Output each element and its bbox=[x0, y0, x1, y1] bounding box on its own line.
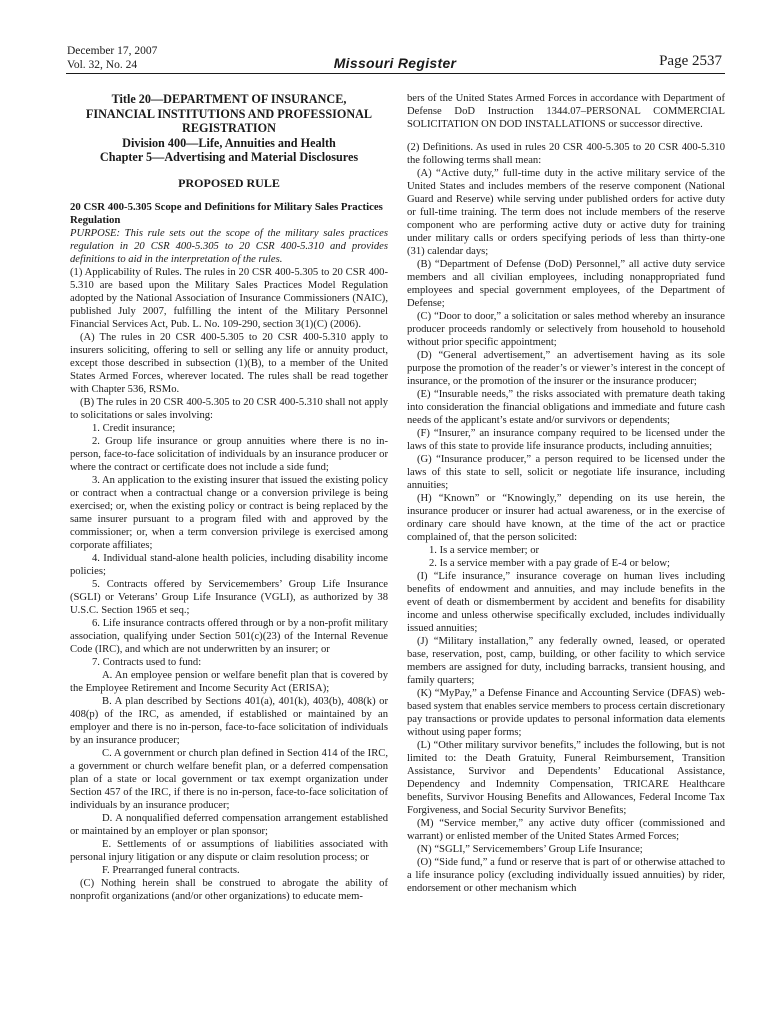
proposed-rule-label: PROPOSED RULE bbox=[178, 175, 280, 190]
right-column bbox=[407, 92, 725, 895]
paragraph: (1) Applicability of Rules. The rules in 20 CSR 400-5.305 to 20 CSR 400-5.310 are based upon the Military Sales Practices Model Regulation adopted by the National Association of Insurance Commissioners (NAIC), published July 2007, fulfilling the intent of the Military Personnel Financial Services Act, Pub. L. No. 109-290, section 3(1)(C) (2006). bbox=[70, 266, 388, 330]
definition: (M) “Service member,” any active duty officer (commissioned and warrant) or enlisted member of the United States Armed Forces; bbox=[407, 818, 725, 842]
definition: (L) “Other military survivor benefits,” includes the following, but is not limited to: the Death Gratuity, Funeral Reimbursement, Transition Assistance, Survivor and Dependents’ Educational Assistance, Dependency and Indemnity Compensation, TRICARE Healthcare benefits, Survivor Housing Benefits and Allowances, Federal Income Tax Forgiveness, and Social Security Survivor Benefits; bbox=[407, 740, 725, 816]
subsection: (B) The rules in 20 CSR 400-5.305 to 20 CSR 400-5.310 shall not apply to solicitations or sales involving: bbox=[70, 396, 388, 421]
definition: (H) “Known” or “Knowingly,” depending on its use herein, the insurance producer or insurer had actual awareness, or in the exercise of ordinary care should have known, at the time of the act or practice complained of, that the person solicited: bbox=[407, 493, 725, 543]
list-item: 3. An application to the existing insurer that issued the existing policy or contract when a contractual change or a conversion privilege is being exercised; or, when the existing policy or contract is being replaced by the same insurer pursuant to a program filed with and approved by the commissioner; or, when a term conversion privilege is exercised among corporate affiliates; bbox=[70, 474, 388, 551]
subsection: (A) The rules in 20 CSR 400-5.305 to 20 CSR 400-5.310 apply to insurers soliciting, offering to sell or selling any life or annuity product, except those described in subsection (1)(B), to a member of the United States Armed Forces, wherever located. The rules shall be read together with Chapter 536, RSMo. bbox=[70, 331, 388, 395]
title-block bbox=[70, 92, 388, 165]
definition: (C) “Door to door,” a solicitation or sales method whereby an insurance producer proceeds randomly or selectively from household to household without prior specific appointment; bbox=[407, 311, 725, 348]
purpose-statement: PURPOSE: This rule sets out the scope of the military sales practices regulation in 20 CSR 400-5.305 to 20 CSR 400-5.310 and provides definitions to aid in the interpretation of the rules. bbox=[70, 227, 388, 265]
title-line: REGISTRATION bbox=[182, 121, 276, 135]
definition: (B) “Department of Defense (DoD) Personnel,” all active duty service members and all civilian employees, including nonappropriated fund employees and special government employees, of the Department of Defense; bbox=[407, 259, 725, 309]
paragraph: (2) Definitions. As used in rules 20 CSR 400-5.305 to 20 CSR 400-5.310 the following terms shall mean: bbox=[407, 142, 725, 166]
definition: (O) “Side fund,” a fund or reserve that is part of or otherwise attached to a life insurance policy (excluding individually issued annuities) by rider, endorsement or other mechanism which bbox=[407, 857, 725, 894]
definition: (N) “SGLI,” Servicemembers’ Group Life Insurance; bbox=[417, 844, 643, 855]
list-item: 6. Life insurance contracts offered through or by a non-profit military association, qualifying under Section 501(c)(23) of the Internal Revenue Code (IRC), and which are not underwritten by an insurer; or bbox=[70, 617, 388, 655]
list-item: 1. Credit insurance; bbox=[92, 422, 176, 434]
definition: (F) “Insurer,” an insurance company required to be licensed under the laws of this state to provide life insurance products, including annuities; bbox=[407, 428, 725, 452]
definition: (D) “General advertisement,” an advertisement having as its sole purpose the promotion of the reader’s or viewer’s interest in the concept of insurance, or the promotion of the insurer or the insurance producer; bbox=[407, 350, 725, 387]
left-column bbox=[70, 92, 388, 903]
paragraph: bers of the United States Armed Forces in accordance with Department of Defense DoD Instruction 1344.07–PERSONAL COMMERCIAL SOLICITATION ON DOD INSTALLATIONS or successor directive. bbox=[407, 93, 725, 130]
definition: (J) “Military installation,” any federally owned, leased, or operated base, reservation, post, camp, building, or other facility to which service members are assigned for duty, including barracks, transient housing, and family quarters; bbox=[407, 636, 725, 686]
list-subitem: E. Settlements of or assumptions of liabilities associated with personal injury litigation or any dispute or claim resolution process; or bbox=[70, 838, 388, 863]
list-item: 4. Individual stand-alone health policies, including disability income policies; bbox=[70, 552, 388, 577]
definition: (E) “Insurable needs,” the risks associated with premature death taking into consideration the financial obligations and immediate and future cash needs of the applicant’s estate and/or survivors or dependents; bbox=[407, 389, 725, 426]
list-item: 7. Contracts used to fund: bbox=[92, 656, 202, 668]
list-subitem: C. A government or church plan defined in Section 414 of the IRC, a government or church welfare benefit plan, or a deferred compensation plan of a state or local government or tax exempt organization under Section 457 of the IRC, if there is no in-person, face-to-face solicitation of individuals by an insurance producer; bbox=[70, 747, 388, 811]
issue-date: December 17, 2007 bbox=[67, 45, 158, 57]
title-line: Title 20—DEPARTMENT OF INSURANCE, bbox=[111, 92, 347, 106]
publication-title: Missouri Register bbox=[333, 55, 457, 71]
definition: (A) “Active duty,” full-time duty in the active military service of the United States and includes members of the reserve component (National Guard and Reserve) while serving under published orders for active duty or full-time training. The term does not include members of the reserve component who are performing active duty or active duty for training under military calls or orders specifying periods of less than thirty-one (31) calendar days; bbox=[407, 168, 725, 257]
list-item: 5. Contracts offered by Servicemembers’ Group Life Insurance (SGLI) or Veterans’ Group Life Insurance (VGLI), as authorized by 38 U.S.C. Section 1965 et seq.; bbox=[70, 578, 388, 616]
subsection: (C) Nothing herein shall be construed to abrogate the ability of nonprofit organizations (and/or other organizations) to educate mem- bbox=[70, 877, 388, 902]
list-item: 2. Group life insurance or group annuities where there is no in-person, face-to-face solicitation of individuals by an insurance producer or where the contract or certificate does not include a side fund; bbox=[70, 435, 388, 473]
title-line: FINANCIAL INSTITUTIONS AND PROFESSIONAL bbox=[85, 106, 373, 121]
division-line: Division 400—Life, Annuities and Health bbox=[122, 135, 336, 150]
list-subitem: F. Prearranged funeral contracts. bbox=[102, 864, 240, 876]
page-number: Page 2537 bbox=[659, 53, 722, 69]
definition: (G) “Insurance producer,” a person required to be licensed under the laws of this state to sell, solicit or negotiate life insurance, including annuities; bbox=[407, 454, 725, 491]
rule-heading: 20 CSR 400-5.305 Scope and Definitions for Military Sales Practices Regulation bbox=[70, 200, 383, 226]
list-subitem: B. A plan described by Sections 401(a), 401(k), 403(b), 408(k) or 408(p) of the IRC, as amended, if established or maintained by an employer and there is no in-person, face-to-face solicitation of individuals by an insurance producer; bbox=[70, 695, 388, 746]
volume-number: Vol. 32, No. 24 bbox=[67, 59, 138, 71]
list-item: 1. Is a service member; or bbox=[429, 545, 540, 556]
definition: (I) “Life insurance,” insurance coverage on human lives including benefits of endowment and annuities, and may include benefits in the event of death or dismemberment by accident and benefits for disability income and unless otherwise specifically excluded, includes individually issued annuities; bbox=[407, 571, 725, 634]
definition: (K) “MyPay,” a Defense Finance and Accounting Service (DFAS) web-based system that enables service members to process certain discretionary pay transactions or provide updates to personal information data elements without using paper forms; bbox=[407, 688, 725, 738]
list-subitem: D. A nonqualified deferred compensation arrangement established or maintained by an employer or plan sponsor; bbox=[70, 812, 388, 837]
list-subitem: A. An employee pension or welfare benefit plan that is covered by the Employee Retirement and Income Security Act (ERISA); bbox=[70, 669, 388, 694]
list-item: 2. Is a service member with a pay grade of E-4 or below; bbox=[429, 558, 670, 569]
header-rule bbox=[66, 73, 725, 74]
chapter-line: Chapter 5—Advertising and Material Disclosures bbox=[99, 150, 359, 164]
